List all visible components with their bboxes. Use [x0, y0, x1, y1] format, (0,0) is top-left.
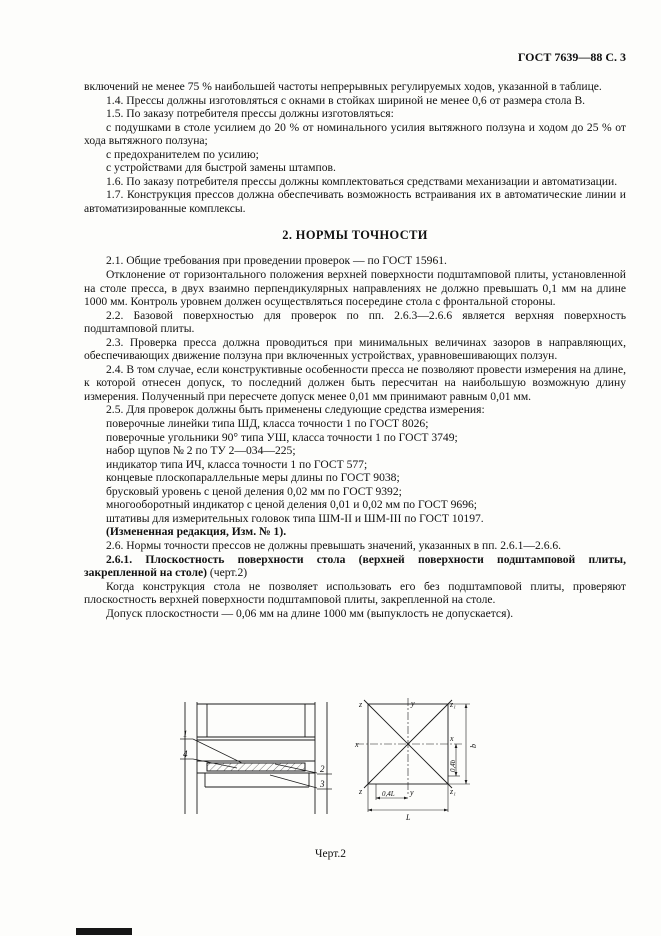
paragraph: Когда конструкция стола не позволяет использовать его без подштамповой плиты, проверяют плоскостность верхней поверхности подштамповой плиты, закрепленной на столе.	[84, 579, 626, 607]
figure-area	[0, 698, 661, 848]
paragraph-flatness-clause	[84, 553, 626, 580]
paragraph: штативы для измерительных головок типа ШМ-II и ШМ-III по ГОСТ 10197.	[106, 511, 484, 525]
axis-label-right: x	[450, 734, 454, 743]
paragraph: включений не менее 75 % наибольшей частоты непрерывных регулируемых ходов, указанной в таблице.	[84, 80, 602, 93]
paragraph: 1.5. По заказу потребителя прессы должны изготовляться:	[106, 107, 394, 121]
clause-bold-text: 2.6.1. Плоскостность поверхности стола (верхней поверхности подштамповой плиты, закрепленной на столе)	[84, 552, 626, 580]
callout-4-label: 4	[183, 749, 188, 759]
paragraph: концевые плоскопараллельные меры длины по ГОСТ 9038;	[106, 471, 400, 485]
paragraph-amended-note: (Измененная редакция, Изм. № 1).	[106, 525, 287, 539]
paragraph: 1.4. Прессы должны изготовляться с окнами в стойках шириной не менее 0,6 от размера стола В.	[106, 93, 586, 107]
dim-label-04L: 0,4L	[382, 790, 395, 798]
dim-label-04b: 0,4b	[449, 759, 457, 772]
paragraph: 2.6. Нормы точности прессов не должны превышать значений, указанных в пп. 2.6.1—2.6.6.	[106, 538, 562, 552]
corner-label-bottom-left: z	[359, 787, 363, 796]
corner-label-bottom-right: z₁	[450, 787, 456, 796]
callout-1-label: 1	[183, 729, 188, 739]
section-heading: 2. НОРМЫ ТОЧНОСТИ	[282, 228, 428, 243]
corner-label-top-right: z₁	[450, 700, 456, 709]
paragraph: 1.6. По заказу потребителя прессы должны комплектоваться средствами механизации и автоматизации.	[106, 174, 618, 188]
paragraph: 2.4. В том случае, если конструктивные особенности пресса не позволяют провести измерения на длине, к которой отнесен допуск, то последний должен быть пересчитан на наибольшую возможную длину измерения. Полученный при пересчете допуск менее 0,01 мм принимают равным 0,01 мм.	[84, 362, 626, 403]
paragraph: с устройствами для быстрой замены штампов.	[106, 161, 336, 175]
dim-label-L: L	[406, 813, 411, 822]
paragraph: индикатор типа ИЧ, класса точности 1 по ГОСТ 577;	[106, 457, 368, 471]
paragraph: брусковый уровень с ценой деления 0,02 мм по ГОСТ 9392;	[106, 484, 402, 498]
press-section-drawing	[180, 701, 335, 819]
paragraph: с подушками в столе усилием до 20 % от номинального усилия вытяжного ползуна и ходом до 25 % от хода вытяжного ползуна;	[84, 120, 626, 148]
paragraph: Отклонение от горизонтального положения верхней поверхности подштамповой плиты, установленной на столе пресса, в двух взаимно перпендикулярных направлениях не должно превышать 0,1 мм на длине 1000 мм. Контроль уровнем должен осуществляться посередине стола с фронтальной стороны.	[84, 268, 626, 309]
axis-label-left: x	[355, 740, 359, 749]
page-header: ГОСТ 7639—88 С. 3	[517, 50, 626, 64]
paragraph: 2.1. Общие требования при проведении проверок — по ГОСТ 15961.	[106, 254, 447, 268]
flatness-diagram	[352, 698, 480, 838]
paragraph: с предохранителем по усилию;	[106, 147, 259, 161]
paragraph: многооборотный индикатор с ценой деления 0,01 и 0,02 мм по ГОСТ 9696;	[106, 498, 478, 512]
dim-label-b: b	[469, 744, 478, 748]
paragraph: 2.3. Проверка пресса должна проводиться при минимальных величинах зазоров в направляющих, обеспечивающих движение ползуна при включенных устройствах, уравновешивающих ползун.	[84, 335, 626, 363]
callout-3-label: 3	[320, 779, 325, 789]
paragraph: поверочные линейки типа ШД, класса точности 1 по ГОСТ 8026;	[106, 417, 429, 431]
paragraph: 2.5. Для проверок должны быть применены следующие средства измерения:	[106, 403, 485, 417]
paragraph: поверочные угольники 90° типа УШ, класса точности 1 по ГОСТ 3749;	[106, 430, 458, 444]
axis-label-top: y	[411, 699, 415, 708]
paragraph: Допуск плоскостности — 0,06 мм на длине 1000 мм (выпуклость не допускается).	[106, 606, 514, 620]
figure-caption: Черт.2	[315, 848, 346, 860]
clause-figure-ref: (черт.2)	[207, 566, 248, 580]
corner-label-top-left: z	[359, 700, 363, 709]
paragraph: 1.7. Конструкция прессов должна обеспечивать возможность встраивания их в автоматические линии и автоматизированные комплексы.	[84, 188, 626, 215]
paragraph: 2.2. Базовой поверхностью для проверок по пп. 2.6.3—2.6.6 является верхняя поверхность подштамповой плиты.	[84, 308, 626, 336]
paragraph: набор щупов № 2 по ТУ 2—034—225;	[106, 444, 296, 458]
callout-2-label: 2	[320, 764, 325, 774]
document-content	[84, 80, 626, 620]
scan-artifact-mark	[76, 928, 132, 935]
axis-label-bottom: y	[410, 788, 414, 797]
